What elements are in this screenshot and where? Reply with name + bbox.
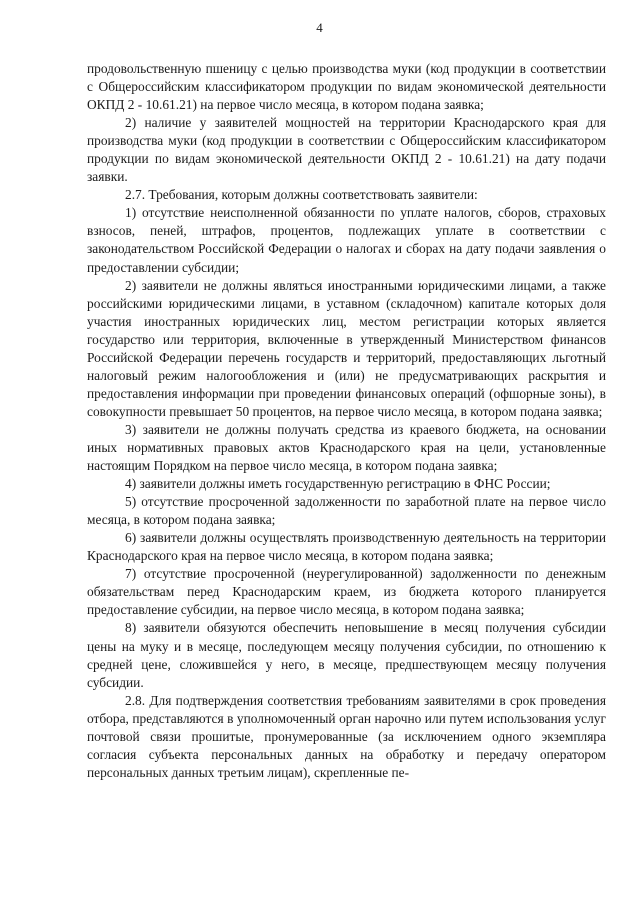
page-number: 4 — [316, 20, 323, 35]
paragraph-requirement-5: 5) отсутствие просроченной задолженности по заработной плате на первое число месяца, в котором подана заявка; — [87, 494, 606, 528]
paragraph-requirement-6: 6) заявители должны осуществлять производственную деятельность на территории Краснодарского края на первое число месяца, в котором подана заявка; — [87, 530, 606, 564]
paragraph-requirement-3: 3) заявители не должны получать средства из краевого бюджета, на основании иных нормативных правовых актов Краснодарского края на цели, установленные настоящим Порядком на первое число месяца, в котором подана заявка; — [87, 421, 606, 474]
paragraph-requirement-8: 8) заявители обязуются обеспечить неповышение в месяц получения субсидии цены на муку и в месяце, последующем месяцу получения субсидии, по отношению к средней цене, сложившейся у него, в месяце, предшествующем месяцу получения субсидии. — [87, 620, 606, 690]
paragraph-requirement-2: 2) заявители не должны являться иностранными юридическими лицами, а также российскими юридическими лицами, в уставном (складочном) капитале которых доля участия иностранных юридических лиц, местом регистрации которых является государство или территория, включенные в утвержденный Министерством финансов Российской Федерации перечень государств и территорий, предоставляющих льготный налоговый режим налогообложения и (или) не предусматривающих раскрытия и предоставления информации при проведении финансовых операций (офшорные зоны), в совокупности превышает 50 процентов, на первое число месяца, в котором подана заявка; — [87, 277, 606, 419]
paragraph-section-2-7: 2.7. Требования, которым должны соответствовать заявители: — [125, 187, 478, 203]
document-body — [87, 60, 606, 782]
paragraph-continuation: продовольственную пшеницу с целью производства муки (код продукции в соответствии с Общероссийским классификатором продукции по видам экономической деятельности ОКПД 2 - 10.61.21) на первое число месяца, в котором подана заявка; — [87, 61, 606, 113]
paragraph-requirement-4: 4) заявители должны иметь государственную регистрацию в ФНС России; — [125, 476, 551, 492]
paragraph-requirement-1: 1) отсутствие неисполненной обязанности по уплате налогов, сборов, страховых взносов, пеней, штрафов, процентов, подлежащих уплате в соответствии с законодательством Российской Федерации о налогах и сборах на дату подачи заявления о предоставлении субсидии; — [87, 205, 606, 275]
paragraph-section-2-8: 2.8. Для подтверждения соответствия требованиям заявителями в срок проведения отбора, представляются в уполномоченный орган нарочно или путем использования услуг почтовой связи прошитые, пронумерованные (за исключением одного экземпляра согласия субъекта персональных данных на обработку и передачу оператором персональных данных третьим лицам), скрепленные пе- — [87, 692, 606, 780]
paragraph-item-2-capacity: 2) наличие у заявителей мощностей на территории Краснодарского края для производства муки (код продукции в соответствии с Общероссийским классификатором продукции по видам экономической деятельности ОКПД 2 - 10.61.21) на дату подачи заявки. — [87, 115, 606, 185]
paragraph-requirement-7: 7) отсутствие просроченной (неурегулированной) задолженности по денежным обязательствам перед Краснодарским краем, из бюджета которого планируется предоставление субсидии, на первое число месяца, в котором подана заявка; — [87, 566, 606, 618]
